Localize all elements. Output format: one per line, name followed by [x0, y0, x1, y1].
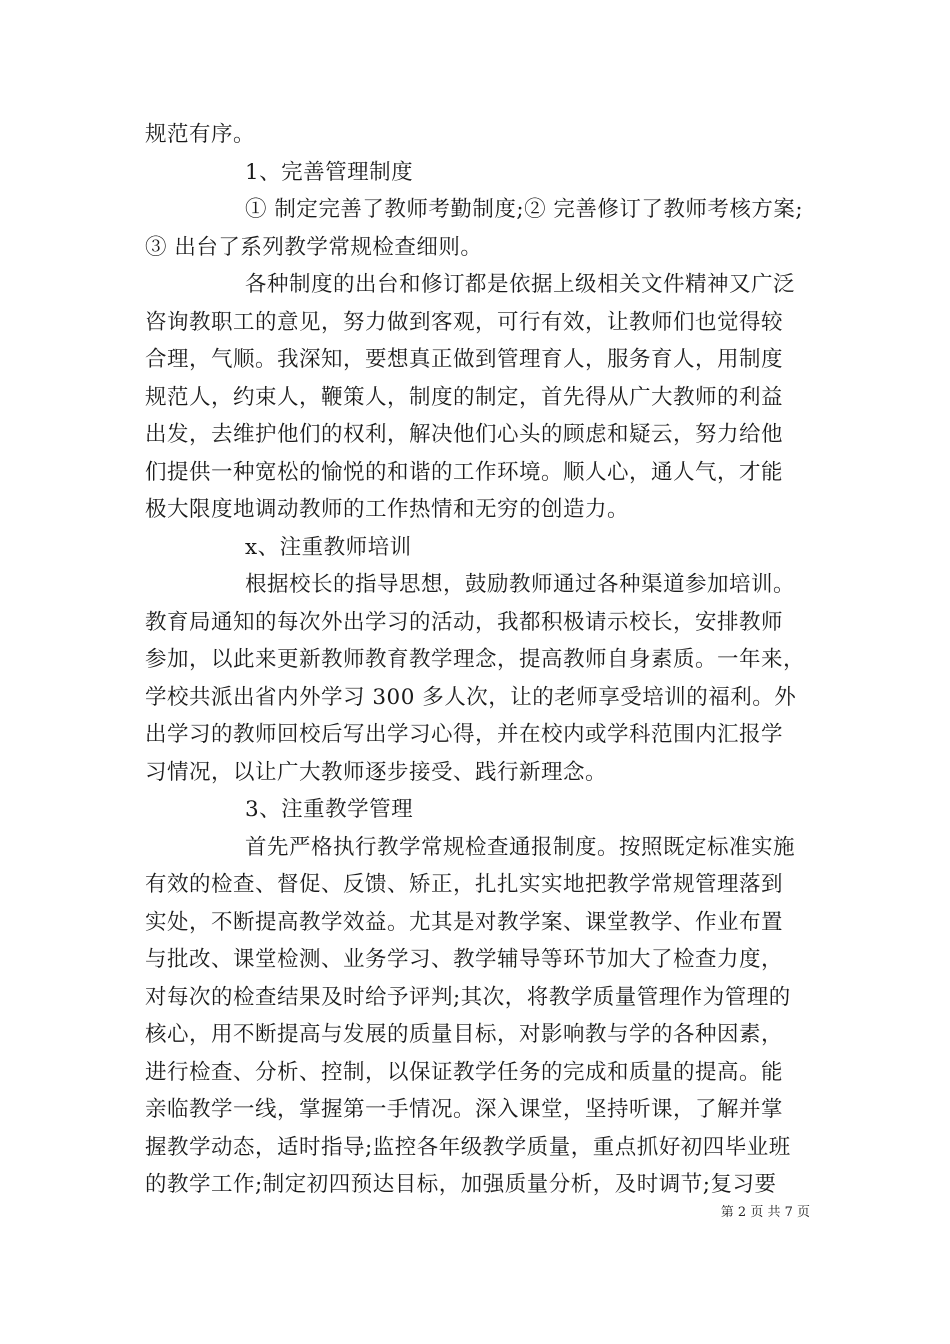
text-line: ① 制定完善了教师考勤制度;② 完善修订了教师考核方案; [245, 197, 804, 222]
text-line: 合理，气顺。我深知，要想真正做到管理育人，服务育人，用制度 [145, 347, 784, 372]
text-line: 与批改、课堂检测、业务学习、教学辅导等环节加大了检查力度， [145, 947, 784, 972]
text-line: 3、注重教学管理 [245, 797, 414, 822]
text-line: 对每次的检查结果及时给予评判;其次，将教学质量管理作为管理的 [145, 984, 791, 1010]
text-line: 有效的检查、督促、反馈、矫正，扎扎实实地把教学常规管理落到 [145, 872, 784, 897]
text-line: 教育局通知的每次外出学习的活动，我都积极请示校长，安排教师 [145, 609, 784, 635]
text-line: 咨询教职工的意见，努力做到客观，可行有效，让教师们也觉得较 [145, 309, 784, 335]
text-line: 学校共派出省内外学习 300 多人次，让的老师享受培训的福利。外 [145, 684, 797, 710]
text-line: 各种制度的出台和修订都是依据上级相关文件精神又广泛 [245, 272, 796, 297]
text-line: 亲临教学一线，掌握第一手情况。深入课堂，坚持听课，了解并掌 [145, 1097, 784, 1122]
text-line: 极大限度地调动教师的工作热情和无穷的创造力。 [145, 497, 630, 522]
text-line: 出学习的教师回校后写出学习心得，并在校内或学科范围内汇报学 [145, 722, 784, 747]
text-line: 参加，以此来更新教师教育教学理念，提高教师自身素质。一年来， [145, 647, 806, 672]
page-number-footer: 第 2 页 共 7 页 [720, 1205, 810, 1220]
text-line: 根据校长的指导思想，鼓励教师通过各种渠道参加培训。 [245, 572, 796, 597]
text-line: x、注重教师培训 [245, 534, 412, 560]
text-line: 习情况，以让广大教师逐步接受、践行新理念。 [145, 759, 608, 785]
text-line: 们提供一种宽松的愉悦的和谐的工作环境。顺人心，通人气，才能 [145, 459, 784, 485]
text-line: 进行检查、分析、控制，以保证教学任务的完成和质量的提高。能 [145, 1059, 784, 1085]
text-line: 的教学工作;制定初四预达目标，加强质量分析，及时调节;复习要 [145, 1172, 777, 1197]
text-line: 首先严格执行教学常规检查通报制度。按照既定标准实施 [245, 834, 796, 860]
text-line: 规范人，约束人，鞭策人，制度的制定，首先得从广大教师的利益 [145, 384, 784, 410]
text-line: 实处，不断提高教学效益。尤其是对教学案、课堂教学、作业布置 [145, 909, 784, 935]
text-line: 核心，用不断提高与发展的质量目标，对影响教与学的各种因素， [145, 1022, 784, 1047]
text-line: 握教学动态，适时指导;监控各年级教学质量，重点抓好初四毕业班 [145, 1134, 791, 1160]
text-line: 1、完善管理制度 [245, 159, 414, 185]
text-line: 规范有序。 [145, 122, 256, 147]
document-body [145, 116, 825, 1204]
text-line: ③ 出台了系列教学常规检查细则。 [145, 234, 483, 260]
text-line: 出发，去维护他们的权利，解决他们心头的顾虑和疑云，努力给他 [145, 422, 784, 447]
